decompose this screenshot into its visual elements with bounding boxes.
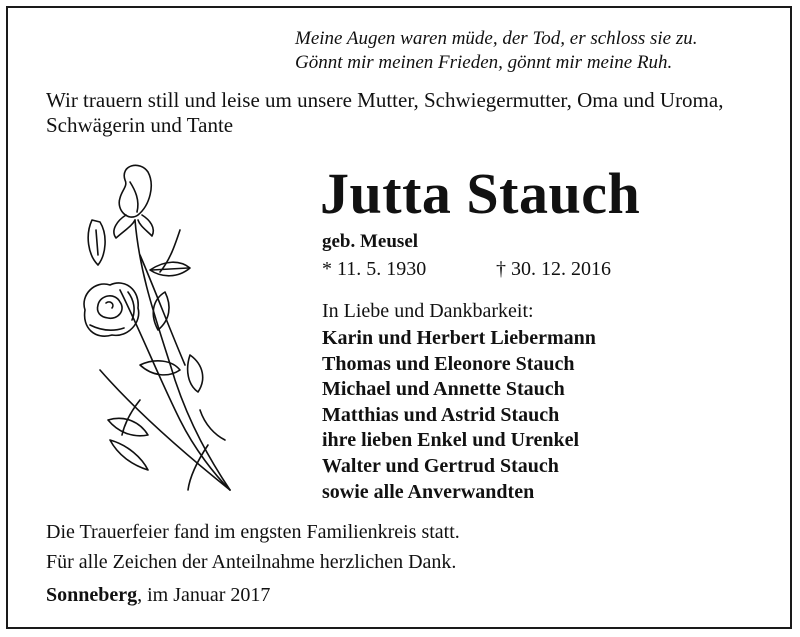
mourner-item: Michael und Annette Stauch [322,378,565,401]
death-date: † 30. 12. 2016 [496,258,611,280]
motto-line-1: Meine Augen waren müde, der Tod, er schloss sie zu. [295,28,698,49]
closing-line-2: Für alle Zeichen der Anteilnahme herzlichen Dank. [46,551,457,573]
rose-drawing-icon [80,160,255,500]
mourner-item: Thomas und Eleonore Stauch [322,352,575,375]
motto [295,27,698,75]
motto-line-2: Gönnt mir meinen Frieden, gönnt mir meine Ruh. [295,52,673,73]
signoff [46,582,270,608]
mourners-list [322,326,596,505]
thanks-line: In Liebe und Dankbarkeit: [322,300,534,322]
closing-text [46,517,460,577]
mourner-item: ihre lieben Enkel und Urenkel [322,429,580,452]
signoff-place: Sonneberg [46,584,138,606]
deceased-name: Jutta Stauch [320,161,641,226]
birth-date: * 11. 5. 1930 [322,258,427,280]
life-dates [322,256,611,282]
mourner-item: Walter und Gertrud Stauch [322,454,559,477]
signoff-date: , im Januar 2017 [137,584,271,606]
mourner-item: sowie alle Anverwandten [322,480,535,503]
mourner-item: Matthias und Astrid Stauch [322,403,560,426]
mourner-item: Karin und Herbert Liebermann [322,327,596,349]
closing-line-1: Die Trauerfeier fand im engsten Familienkreis statt. [46,521,460,543]
intro-text: Wir trauern still und leise um unsere Mutter, Schwiegermutter, Oma und Uroma, Schwägerin und Tante [46,88,724,137]
birth-name: geb. Meusel [322,231,419,252]
